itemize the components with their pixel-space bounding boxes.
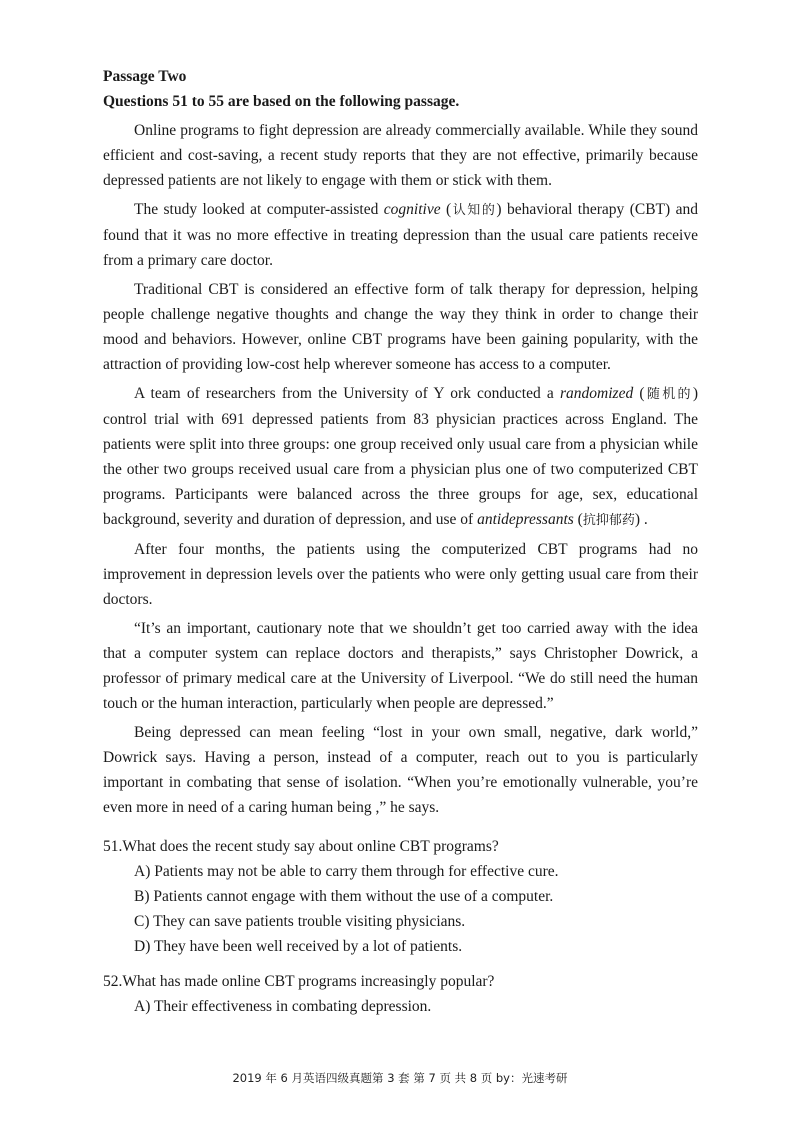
answer-option: B) Patients cannot engage with them without the use of a computer. bbox=[134, 888, 554, 905]
passage-paragraph bbox=[103, 381, 698, 533]
paragraph-text: The study looked at computer-assisted bbox=[134, 201, 384, 218]
passage-paragraph bbox=[103, 537, 698, 612]
italic-term: randomized bbox=[560, 385, 634, 402]
answer-option: A) Patients may not be able to carry them through for effective cure. bbox=[134, 863, 559, 880]
paragraph-text: Traditional CBT is considered an effective form of talk therapy for depression, helping people challenge negative thoughts and change the way they think in order to change their mood and behaviors. However, online CBT programs have been gaining popularity, with the attraction of providing low-cost help wherever someone has access to a computer. bbox=[103, 281, 698, 373]
passage-title: Passage Two bbox=[103, 68, 187, 85]
question-block bbox=[103, 834, 698, 959]
exam-page bbox=[103, 64, 698, 1029]
paragraph-text: ) behavioral therapy (CBT) and found that it was no more effective in treating depression than the usual care patients receive from a primary care doctor. bbox=[103, 201, 698, 269]
answer-option: D) They have been well received by a lot of patients. bbox=[134, 938, 463, 955]
passage-paragraph bbox=[103, 118, 698, 193]
paragraph-text: After four months, the patients using the computerized CBT programs had no improvement in depression levels over the patients who were only getting usual care from their doctors. bbox=[103, 541, 698, 608]
chinese-gloss: 认知的 bbox=[451, 203, 497, 218]
passage-paragraph bbox=[103, 197, 698, 273]
question-list bbox=[103, 834, 698, 1019]
page-footer: 2019 年 6 月英语四级真题第 3 套 第 7 页 共 8 页 by：光速考研 bbox=[232, 1071, 568, 1085]
paragraph-text: Online programs to fight depression are already commercially available. While they sound efficient and cost-saving, a recent study reports that they are not effective, primarily because depressed patients are not likely to engage with them or stick with them. bbox=[103, 122, 698, 189]
passage-paragraph bbox=[103, 616, 698, 716]
paragraph-text: ( bbox=[633, 385, 645, 402]
paragraph-text: ( bbox=[573, 511, 583, 528]
paragraph-text: ( bbox=[440, 201, 452, 218]
italic-term: antidepressants bbox=[477, 511, 574, 528]
passage-instruction: Questions 51 to 55 are based on the following passage. bbox=[103, 93, 460, 110]
italic-term: cognitive bbox=[383, 201, 441, 218]
passage-paragraph bbox=[103, 720, 698, 820]
paragraph-text: Being depressed can mean feeling “lost in your own small, negative, dark world,” Dowrick says. Having a person, instead of a computer, reach out to you is particularly important in combating that sense of isolation. “When you’re emotionally vulnerable, you’re even more in need of a caring human being ,” he says. bbox=[103, 724, 698, 816]
chinese-gloss: 抗抑郁药 bbox=[582, 513, 635, 528]
passage-paragraph bbox=[103, 277, 698, 377]
paragraph-text: “It’s an important, cautionary note that we shouldn’t get too carried away with the idea that a computer system can replace doctors and therapists,” says Christopher Dowrick, a professor of primary medical care at the University of Liverpool. “We do still need the human touch or the human interaction, particularly when people are depressed.” bbox=[103, 620, 698, 712]
question-block bbox=[103, 969, 698, 1019]
answer-option: A) Their effectiveness in combating depression. bbox=[134, 998, 432, 1015]
paragraph-text: A team of researchers from the University of Y ork conducted a bbox=[134, 385, 561, 402]
passage-body bbox=[103, 118, 698, 820]
paragraph-text: ) control trial with 691 depressed patients from 83 physician practices across England. The patients were split into three groups: one group received only usual care from a physician while the other two groups received usual care from a physician plus one of two computerized CBT programs. Participants were balanced across the three groups for age, sex, educational background, severity and duration of depression, and use of bbox=[103, 385, 698, 528]
answer-option: C) They can save patients trouble visiting physicians. bbox=[134, 913, 466, 930]
question-stem: 52.What has made online CBT programs increasingly popular? bbox=[103, 973, 495, 990]
paragraph-text: ) . bbox=[634, 511, 648, 528]
chinese-gloss: 随机的 bbox=[644, 387, 693, 402]
question-stem: 51.What does the recent study say about online CBT programs? bbox=[103, 838, 499, 855]
